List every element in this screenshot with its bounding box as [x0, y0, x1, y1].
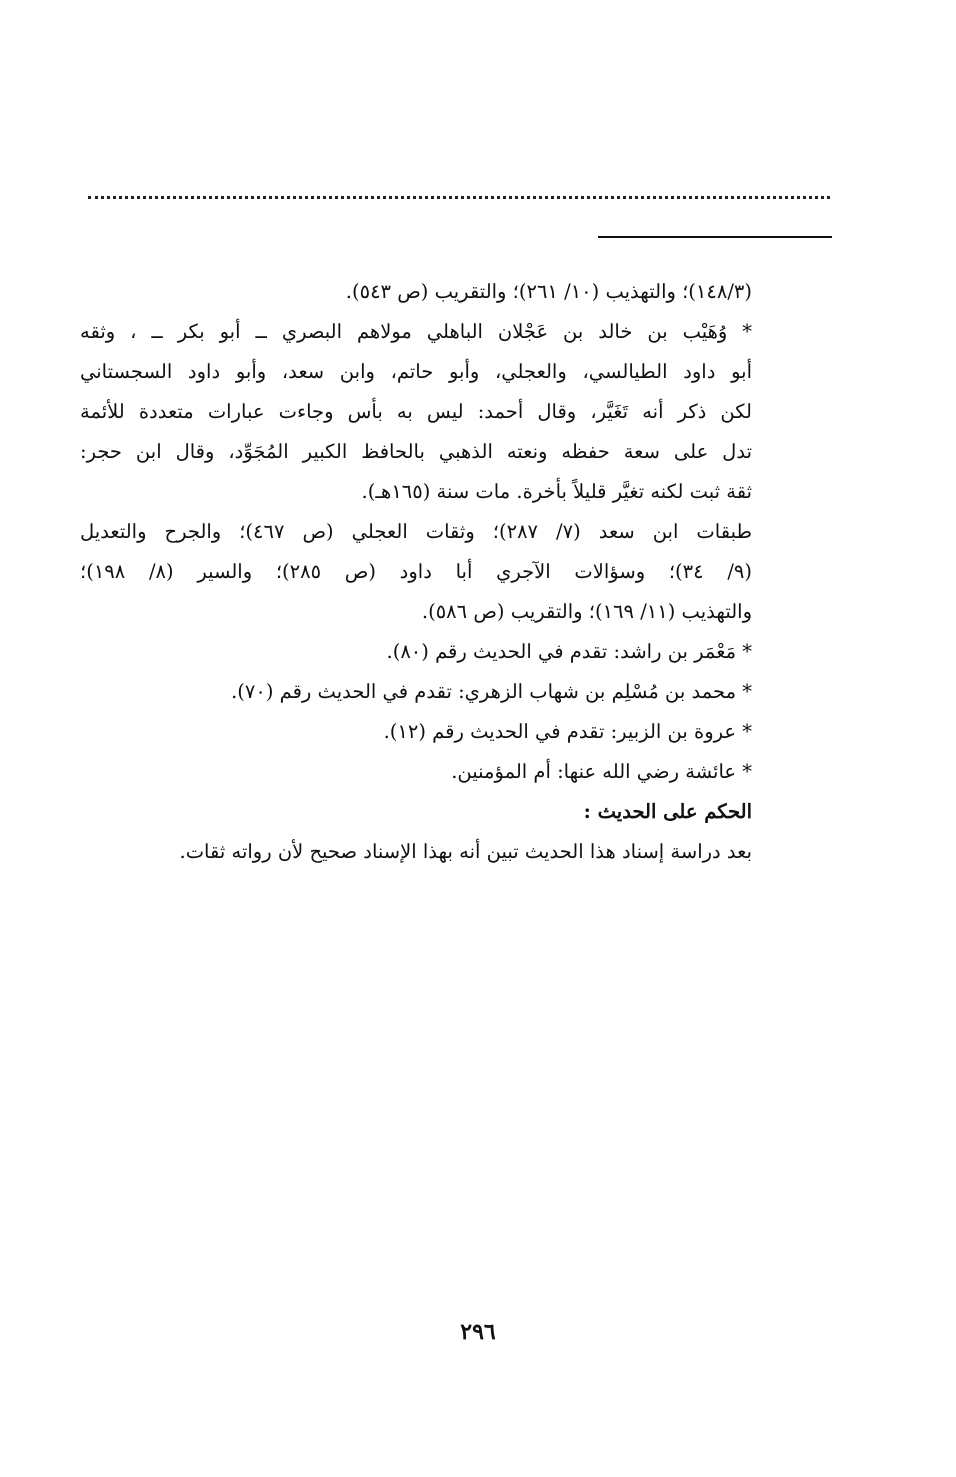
narrator-zuhri-line: * محمد بن مُسْلِم بن شهاب الزهري: تقدم في الحديث رقم (٧٠).	[231, 680, 752, 703]
footnote-line: (١٤٨/٣)؛ والتهذيب (١٠/ ٢٦١)؛ والتقريب (ص ٥٤٣).	[345, 280, 752, 303]
footnote-line: لكن ذكر أنه تَغَيَّر، وقال أحمد: ليس به بأس وجاءت عبارات متعددة للأئمة	[80, 400, 752, 423]
narrator-mamar-line: * مَعْمَر بن راشد: تقدم في الحديث رقم (٨٠).	[386, 640, 752, 663]
footnote-line: طبقات ابن سعد (٧/ ٢٨٧)؛ وثقات العجلي (ص ٤٦٧)؛ والجرح والتعديل	[80, 520, 752, 543]
narrator-wuhayb-line: * وُهَيْب بن خالد بن عَجْلان الباهلي مولاهم البصري ــ أبو بكر ــ ، وثقه	[80, 320, 752, 343]
footnote-block	[80, 272, 752, 872]
footnote-line: تدل على سعة حفظه ونعته الذهبي بالحافظ الكبير المُجَوِّد، وقال ابن حجر:	[80, 440, 752, 463]
dotted-separator	[88, 196, 830, 199]
narrator-urwa-line: * عروة بن الزبير: تقدم في الحديث رقم (١٢).	[383, 720, 752, 743]
footnote-line: والتهذيب (١١/ ١٦٩)؛ والتقريب (ص ٥٨٦).	[421, 600, 752, 623]
page-number: ٢٩٦	[460, 1319, 496, 1345]
ruling-text: بعد دراسة إسناد هذا الحديث تبين أنه بهذا الإسناد صحيح لأن رواته ثقات.	[179, 840, 752, 863]
footnote-rule	[598, 236, 832, 238]
footnote-line: (٩/ ٣٤)؛ وسؤالات الآجري أبا داود (ص ٢٨٥)؛ والسير (٨/ ١٩٨)؛	[80, 560, 752, 583]
footnote-line: أبو داود الطيالسي، والعجلي، وأبو حاتم، وابن سعد، وأبو داود السجستاني	[80, 360, 752, 383]
ruling-heading: الحكم على الحديث :	[583, 800, 752, 823]
narrator-aisha-line: * عائشة رضي الله عنها: أم المؤمنين.	[451, 760, 752, 783]
footnote-line: ثقة ثبت لكنه تغيَّر قليلاً بأخرة. مات سنة (١٦٥هـ).	[361, 480, 752, 503]
